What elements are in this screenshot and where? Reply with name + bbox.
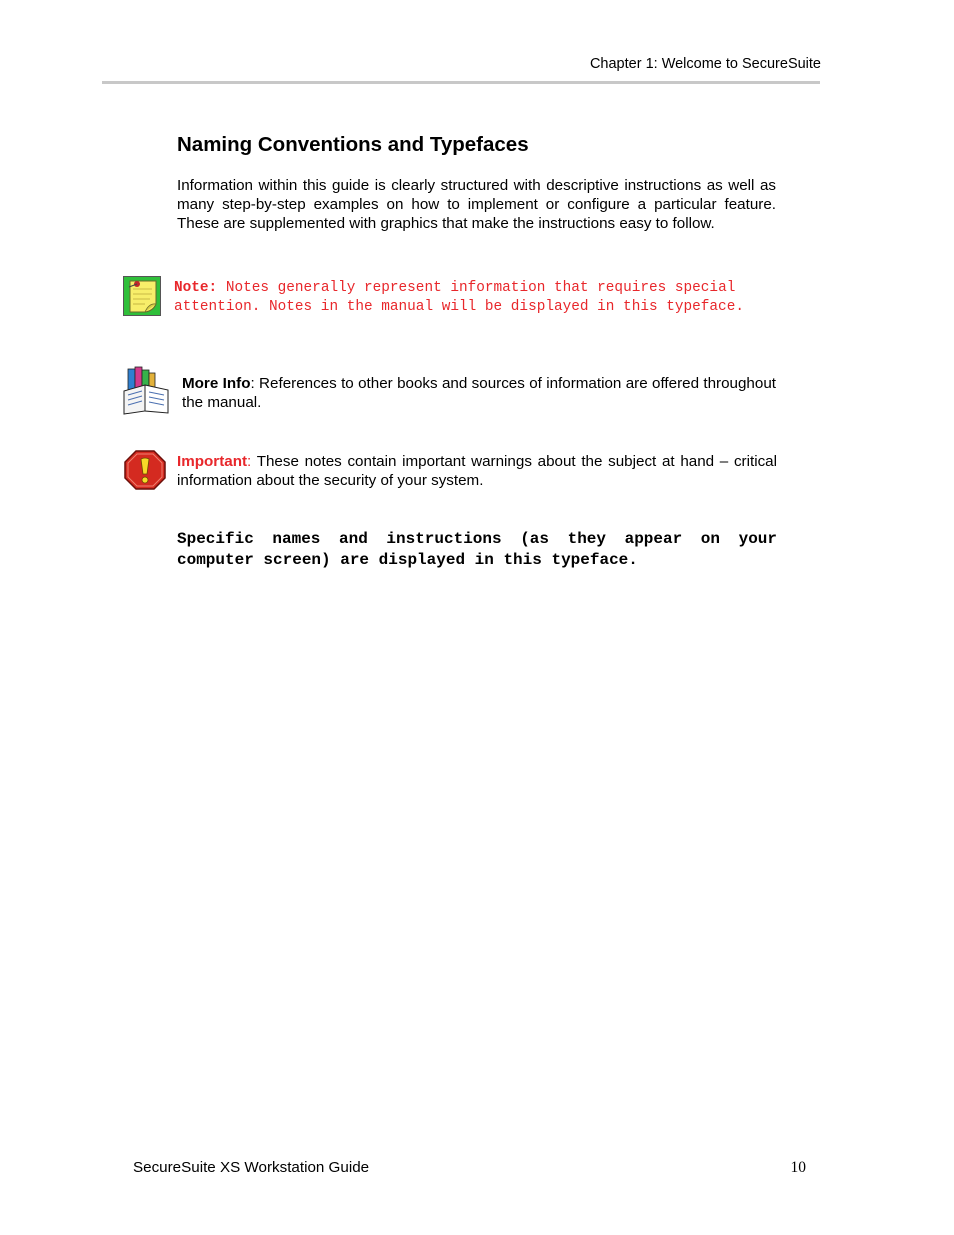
warning-octagon-icon xyxy=(124,450,166,490)
books-icon xyxy=(122,365,170,415)
page-number: 10 xyxy=(790,1159,806,1176)
header-divider xyxy=(102,81,820,84)
footer-guide-title: SecureSuite XS Workstation Guide xyxy=(133,1159,370,1176)
more-info-body: : References to other books and sources of information are offered throughout the manual. xyxy=(182,375,776,412)
intro-paragraph: Information within this guide is clearly structured with descriptive instructions as well as many step-by-step examples on how to implement or configure a particular feature. These are supplemented with graphics that make the instructions easy to follow. xyxy=(177,177,776,232)
typeface-example: Specific names and instructions (as they appear on your computer screen) are displayed in this typeface. xyxy=(177,530,777,569)
note-label: Note: xyxy=(174,280,218,296)
important-label: Important xyxy=(177,453,248,470)
running-header: Chapter 1: Welcome to SecureSuite xyxy=(589,56,821,72)
more-info-label: More Info xyxy=(182,375,251,392)
important-colon: : xyxy=(247,453,252,470)
sticky-note-icon xyxy=(123,276,161,316)
important-callout xyxy=(177,452,777,491)
more-info-callout xyxy=(182,374,776,413)
section-title: Naming Conventions and Typefaces xyxy=(177,133,529,156)
important-body: These notes contain important warnings about the subject at hand – critical information about the security of your system. xyxy=(177,453,777,490)
note-body: Notes generally represent information that requires special attention. Notes in the manual will be displayed in this typeface. xyxy=(174,280,744,315)
note-callout xyxy=(174,279,794,316)
